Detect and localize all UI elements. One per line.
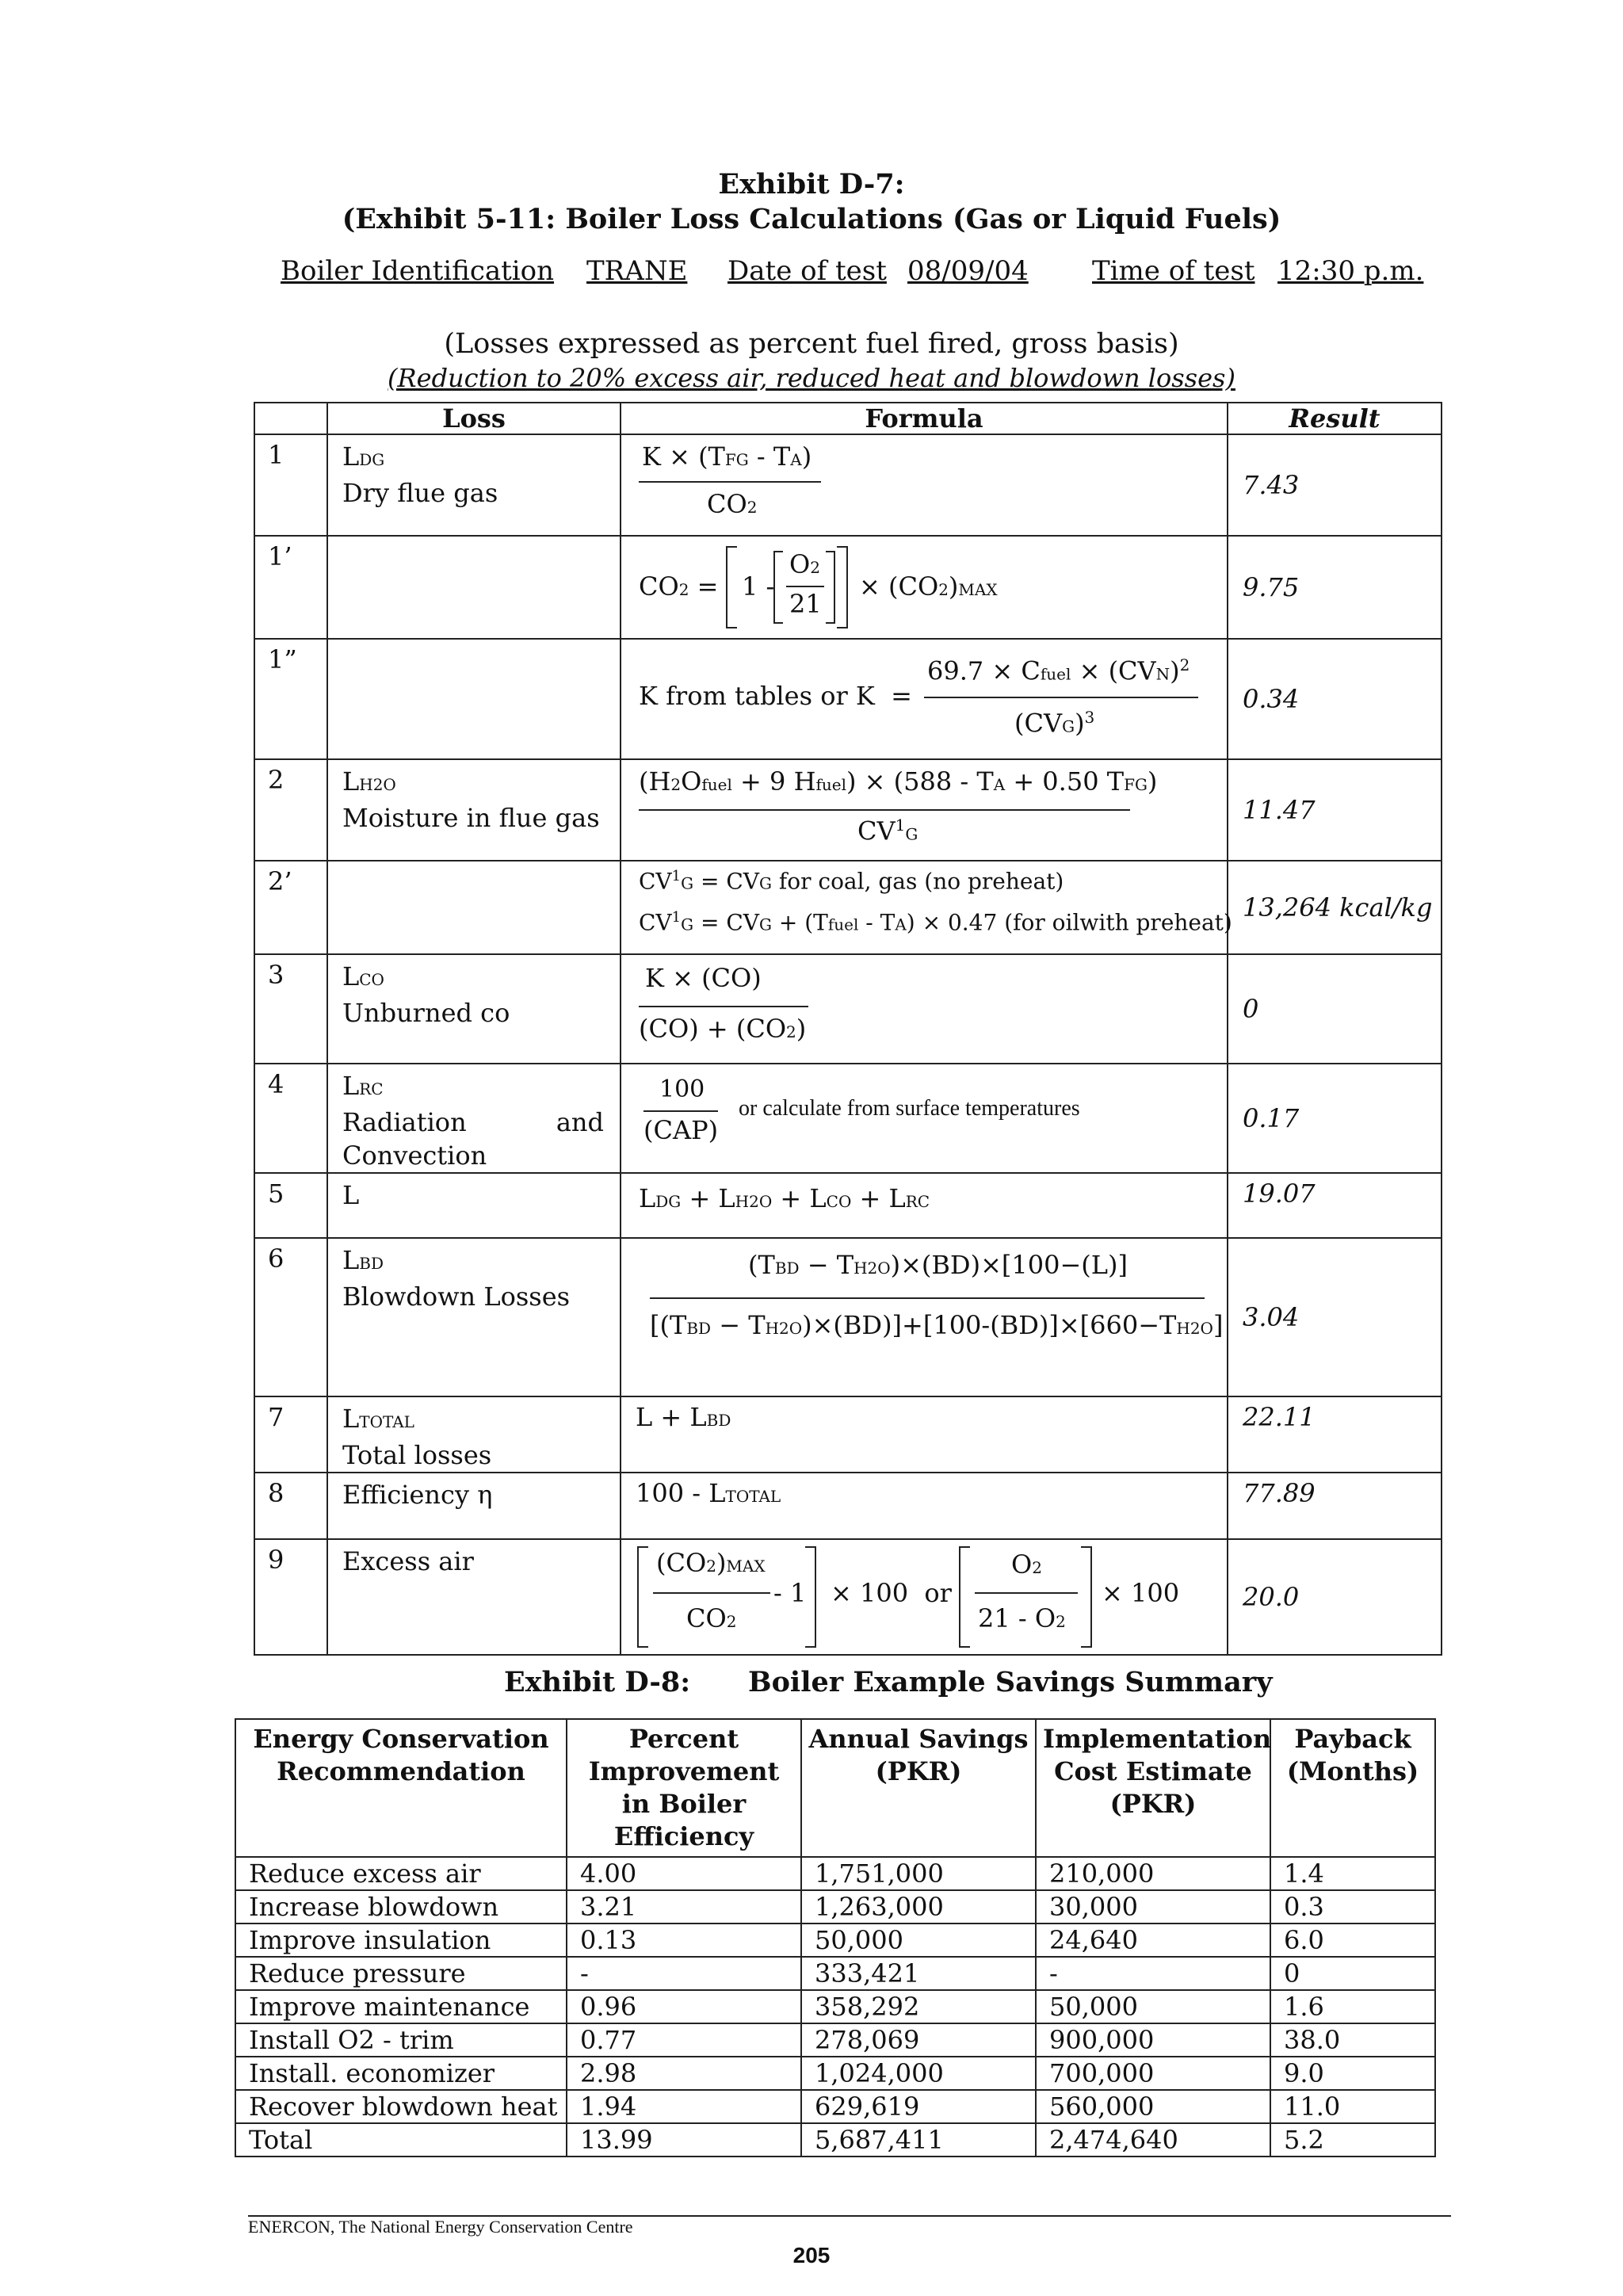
table-row: [254, 434, 1442, 536]
table-cell: 0: [1270, 1957, 1435, 1990]
formula-cell: LDG + LH2O + LCO + LRC: [621, 1173, 1228, 1238]
formula-cell: K from tables or K = 69.7 × Cfuel × (CVN)$^2$ (CVG)$^3$: [621, 639, 1228, 759]
result-value: 22.11: [1228, 1396, 1442, 1473]
loss-description: Moisture in flue gas: [342, 803, 600, 833]
time-value: 12:30 p.m.: [1277, 255, 1424, 287]
exhibit-d8-subtitle: Boiler Example Savings Summary: [748, 1666, 1273, 1698]
loss-cell: [327, 954, 621, 1064]
table-row: [235, 1957, 1435, 1990]
table-cell: 11.0: [1270, 2090, 1435, 2123]
table-cell: 900,000: [1036, 2023, 1270, 2057]
row-number: 9: [254, 1539, 327, 1655]
boiler-id-value: TRANE: [586, 255, 688, 287]
row-number: 4: [254, 1064, 327, 1173]
date-value: 08/09/04: [907, 255, 1029, 287]
loss-cell: [327, 639, 621, 759]
table-cell: Reduce excess air: [235, 1857, 567, 1890]
loss-symbol-sub: H2O: [359, 775, 396, 794]
row-number: 6: [254, 1238, 327, 1396]
savings-summary-table: [235, 1718, 1436, 2157]
formula-cell: CO2 = 1 - O2 21 × (CO2)MAX: [621, 536, 1228, 639]
table-row: [254, 954, 1442, 1064]
table-cell: 50,000: [801, 1924, 1036, 1957]
header-formula: Formula: [621, 403, 1228, 434]
result-value: 19.07: [1228, 1173, 1442, 1238]
table-cell: Improve insulation: [235, 1924, 567, 1957]
loss-description: Dry flue gas: [342, 478, 498, 508]
table-cell: 1,024,000: [801, 2057, 1036, 2090]
header-implementation-cost: Implementation Cost Estimate (PKR): [1036, 1719, 1270, 1857]
header-result: Result: [1228, 403, 1442, 434]
header-payback: Payback (Months): [1270, 1719, 1435, 1857]
table-cell: 30,000: [1036, 1890, 1270, 1924]
table-cell: Improve maintenance: [235, 1990, 567, 2023]
table-row: [254, 1173, 1442, 1238]
row-number: 7: [254, 1396, 327, 1473]
loss-symbol-sub: RC: [359, 1079, 384, 1098]
row-number: 1”: [254, 639, 327, 759]
loss-symbol: L: [342, 1180, 360, 1210]
fraction-bar: [639, 481, 821, 483]
exhibit-d8-title: Exhibit D-8:: [504, 1666, 691, 1698]
table-row: [254, 1238, 1442, 1396]
table-cell: Reduce pressure: [235, 1957, 567, 1990]
loss-cell: [327, 434, 621, 536]
table-row: [235, 1924, 1435, 1957]
table-cell: 13.99: [567, 2123, 801, 2157]
formula-cell: 100 - LTOTAL: [621, 1473, 1228, 1539]
table-row: [235, 1890, 1435, 1924]
table-header-row: [254, 403, 1442, 434]
table-cell: 1.94: [567, 2090, 801, 2123]
loss-symbol: L: [342, 766, 360, 797]
exhibit-d7-subtitle: (Exhibit 5-11: Boiler Loss Calculations (Gas or Liquid Fuels): [342, 203, 1281, 235]
formula-cell: K × (CO) (CO) + (CO2): [621, 954, 1228, 1064]
row-number: 5: [254, 1173, 327, 1238]
loss-cell: [327, 536, 621, 639]
table-cell: 560,000: [1036, 2090, 1270, 2123]
table-cell: 0.13: [567, 1924, 801, 1957]
table-row: [235, 2023, 1435, 2057]
table-cell: 1,263,000: [801, 1890, 1036, 1924]
reduction-note: (Reduction to 20% excess air, reduced heat and blowdown losses): [388, 363, 1235, 393]
table-cell: 1,751,000: [801, 1857, 1036, 1890]
result-value: 11.47: [1228, 759, 1442, 861]
loss-symbol-sub: DG: [359, 450, 385, 469]
table-cell: 24,640: [1036, 1924, 1270, 1957]
table-cell: 1.6: [1270, 1990, 1435, 2023]
footer-text: ENERCON, The National Energy Conservation Centre: [248, 2217, 633, 2237]
loss-symbol-sub: TOTAL: [359, 1412, 414, 1431]
result-value: 0.34: [1228, 639, 1442, 759]
table-row: [254, 639, 1442, 759]
loss-symbol: L: [342, 1404, 360, 1434]
table-cell: -: [1036, 1957, 1270, 1990]
k-tables-text: K from tables or K =: [639, 681, 912, 711]
exhibit-d7-title: Exhibit D-7:: [718, 168, 905, 201]
formula-cell: 100 (CAP) or calculate from surface temperatures: [621, 1064, 1228, 1173]
header-recommendation: Energy Conservation Recommendation: [235, 1719, 567, 1857]
table-cell: 3.21: [567, 1890, 801, 1924]
loss-description: Total losses: [342, 1440, 492, 1470]
table-row: [254, 861, 1442, 954]
table-cell: 38.0: [1270, 2023, 1435, 2057]
loss-cell: [327, 1473, 621, 1539]
formula-cell: (TBD − TH2O)×(BD)×[100−(L)] [(TBD − TH2O)×(BD)]+[100-(BD)]×[660−TH2O]: [621, 1238, 1228, 1396]
table-cell: 333,421: [801, 1957, 1036, 1990]
table-row: [254, 1473, 1442, 1539]
row-number: 2’: [254, 861, 327, 954]
loss-symbol-sub: BD: [359, 1254, 384, 1273]
table-cell: Install. economizer: [235, 2057, 567, 2090]
loss-cell: [327, 1238, 621, 1396]
table-cell: 9.0: [1270, 2057, 1435, 2090]
table-cell: 2.98: [567, 2057, 801, 2090]
table-cell: 1.4: [1270, 1857, 1435, 1890]
table-cell: 6.0: [1270, 1924, 1435, 1957]
table-cell: 4.00: [567, 1857, 801, 1890]
page-number: 205: [792, 2243, 831, 2267]
table-cell: 358,292: [801, 1990, 1036, 2023]
header-percent-improvement: Percent Improvement in Boiler Efficiency: [567, 1719, 801, 1857]
row-number: 8: [254, 1473, 327, 1539]
formula-denominator: CO2: [707, 489, 758, 519]
table-cell: Increase blowdown: [235, 1890, 567, 1924]
table-cell: 0.3: [1270, 1890, 1435, 1924]
table-cell: 2,474,640: [1036, 2123, 1270, 2157]
time-label: Time of test: [1092, 255, 1255, 287]
row-number: 1’: [254, 536, 327, 639]
formula-cell: $CV^1G$ = CVG for coal, gas (no preheat) $CV^1G$ = CVG + (Tfuel - TA) × 0.47 (for oilwith preheat): [621, 861, 1228, 954]
loss-cell: [327, 1396, 621, 1473]
table-row: [235, 1990, 1435, 2023]
formula-numerator: K × (TFG - TA): [642, 441, 812, 472]
table-header-row: [235, 1719, 1435, 1857]
loss-description: Excess air: [342, 1546, 474, 1576]
loss-description: Efficiency η: [342, 1480, 493, 1510]
table-cell: 278,069: [801, 2023, 1036, 2057]
table-cell: 629,619: [801, 2090, 1036, 2123]
boiler-loss-table: [254, 402, 1442, 1656]
row-number: 2: [254, 759, 327, 861]
table-cell: 5.2: [1270, 2123, 1435, 2157]
row-number: 1: [254, 434, 327, 536]
loss-symbol: L: [342, 441, 360, 472]
table-cell: Total: [235, 2123, 567, 2157]
table-cell: 50,000: [1036, 1990, 1270, 2023]
table-cell: 0.77: [567, 2023, 801, 2057]
formula-cell: (H2Ofuel + 9 Hfuel) × (588 - TA + 0.50 TFG) $CV^1G$: [621, 759, 1228, 861]
result-value: 9.75: [1228, 536, 1442, 639]
result-value: 77.89: [1228, 1473, 1442, 1539]
table-cell: 5,687,411: [801, 2123, 1036, 2157]
loss-cell: [327, 759, 621, 861]
table-cell: 700,000: [1036, 2057, 1270, 2090]
loss-description: Radiation and Convection: [342, 1107, 604, 1171]
header-loss: Loss: [327, 403, 621, 434]
table-cell: -: [567, 1957, 801, 1990]
losses-note: (Losses expressed as percent fuel fired, gross basis): [444, 328, 1179, 360]
table-row: [235, 1857, 1435, 1890]
table-cell: Recover blowdown heat: [235, 2090, 567, 2123]
loss-description: Unburned co: [342, 998, 510, 1028]
table-row: [254, 1064, 1442, 1173]
table-row: [254, 1396, 1442, 1473]
table-cell: 210,000: [1036, 1857, 1270, 1890]
table-row: [235, 2057, 1435, 2090]
table-row: [254, 759, 1442, 861]
result-value: 13,264 kcal/kg: [1228, 861, 1442, 954]
loss-cell: [327, 1173, 621, 1238]
loss-symbol: L: [342, 1071, 360, 1101]
loss-cell: [327, 861, 621, 954]
table-row: [254, 536, 1442, 639]
table-row: [254, 1539, 1442, 1655]
loss-symbol-sub: CO: [359, 970, 384, 989]
result-value: 3.04: [1228, 1238, 1442, 1396]
result-value: 0: [1228, 954, 1442, 1064]
loss-symbol: L: [342, 961, 360, 991]
table-cell: 0.96: [567, 1990, 801, 2023]
formula-cell: [621, 434, 1228, 536]
formula-cell: (CO2)MAX - 1 CO2 × 100 or O2 21 - O2 × 100: [621, 1539, 1228, 1655]
result-value: 7.43: [1228, 434, 1442, 536]
table-row: [235, 2123, 1435, 2157]
loss-symbol: L: [342, 1245, 360, 1275]
formula-cell: L + LBD: [621, 1396, 1228, 1473]
boiler-id-label: Boiler Identification: [281, 255, 555, 287]
loss-cell: [327, 1064, 621, 1173]
loss-cell: [327, 1539, 621, 1655]
table-cell: Install O2 - trim: [235, 2023, 567, 2057]
row-number: 3: [254, 954, 327, 1064]
result-value: 0.17: [1228, 1064, 1442, 1173]
loss-description: Blowdown Losses: [342, 1282, 571, 1312]
result-value: 20.0: [1228, 1539, 1442, 1655]
date-label: Date of test: [727, 255, 887, 287]
table-row: [235, 2090, 1435, 2123]
header-annual-savings: Annual Savings (PKR): [801, 1719, 1036, 1857]
